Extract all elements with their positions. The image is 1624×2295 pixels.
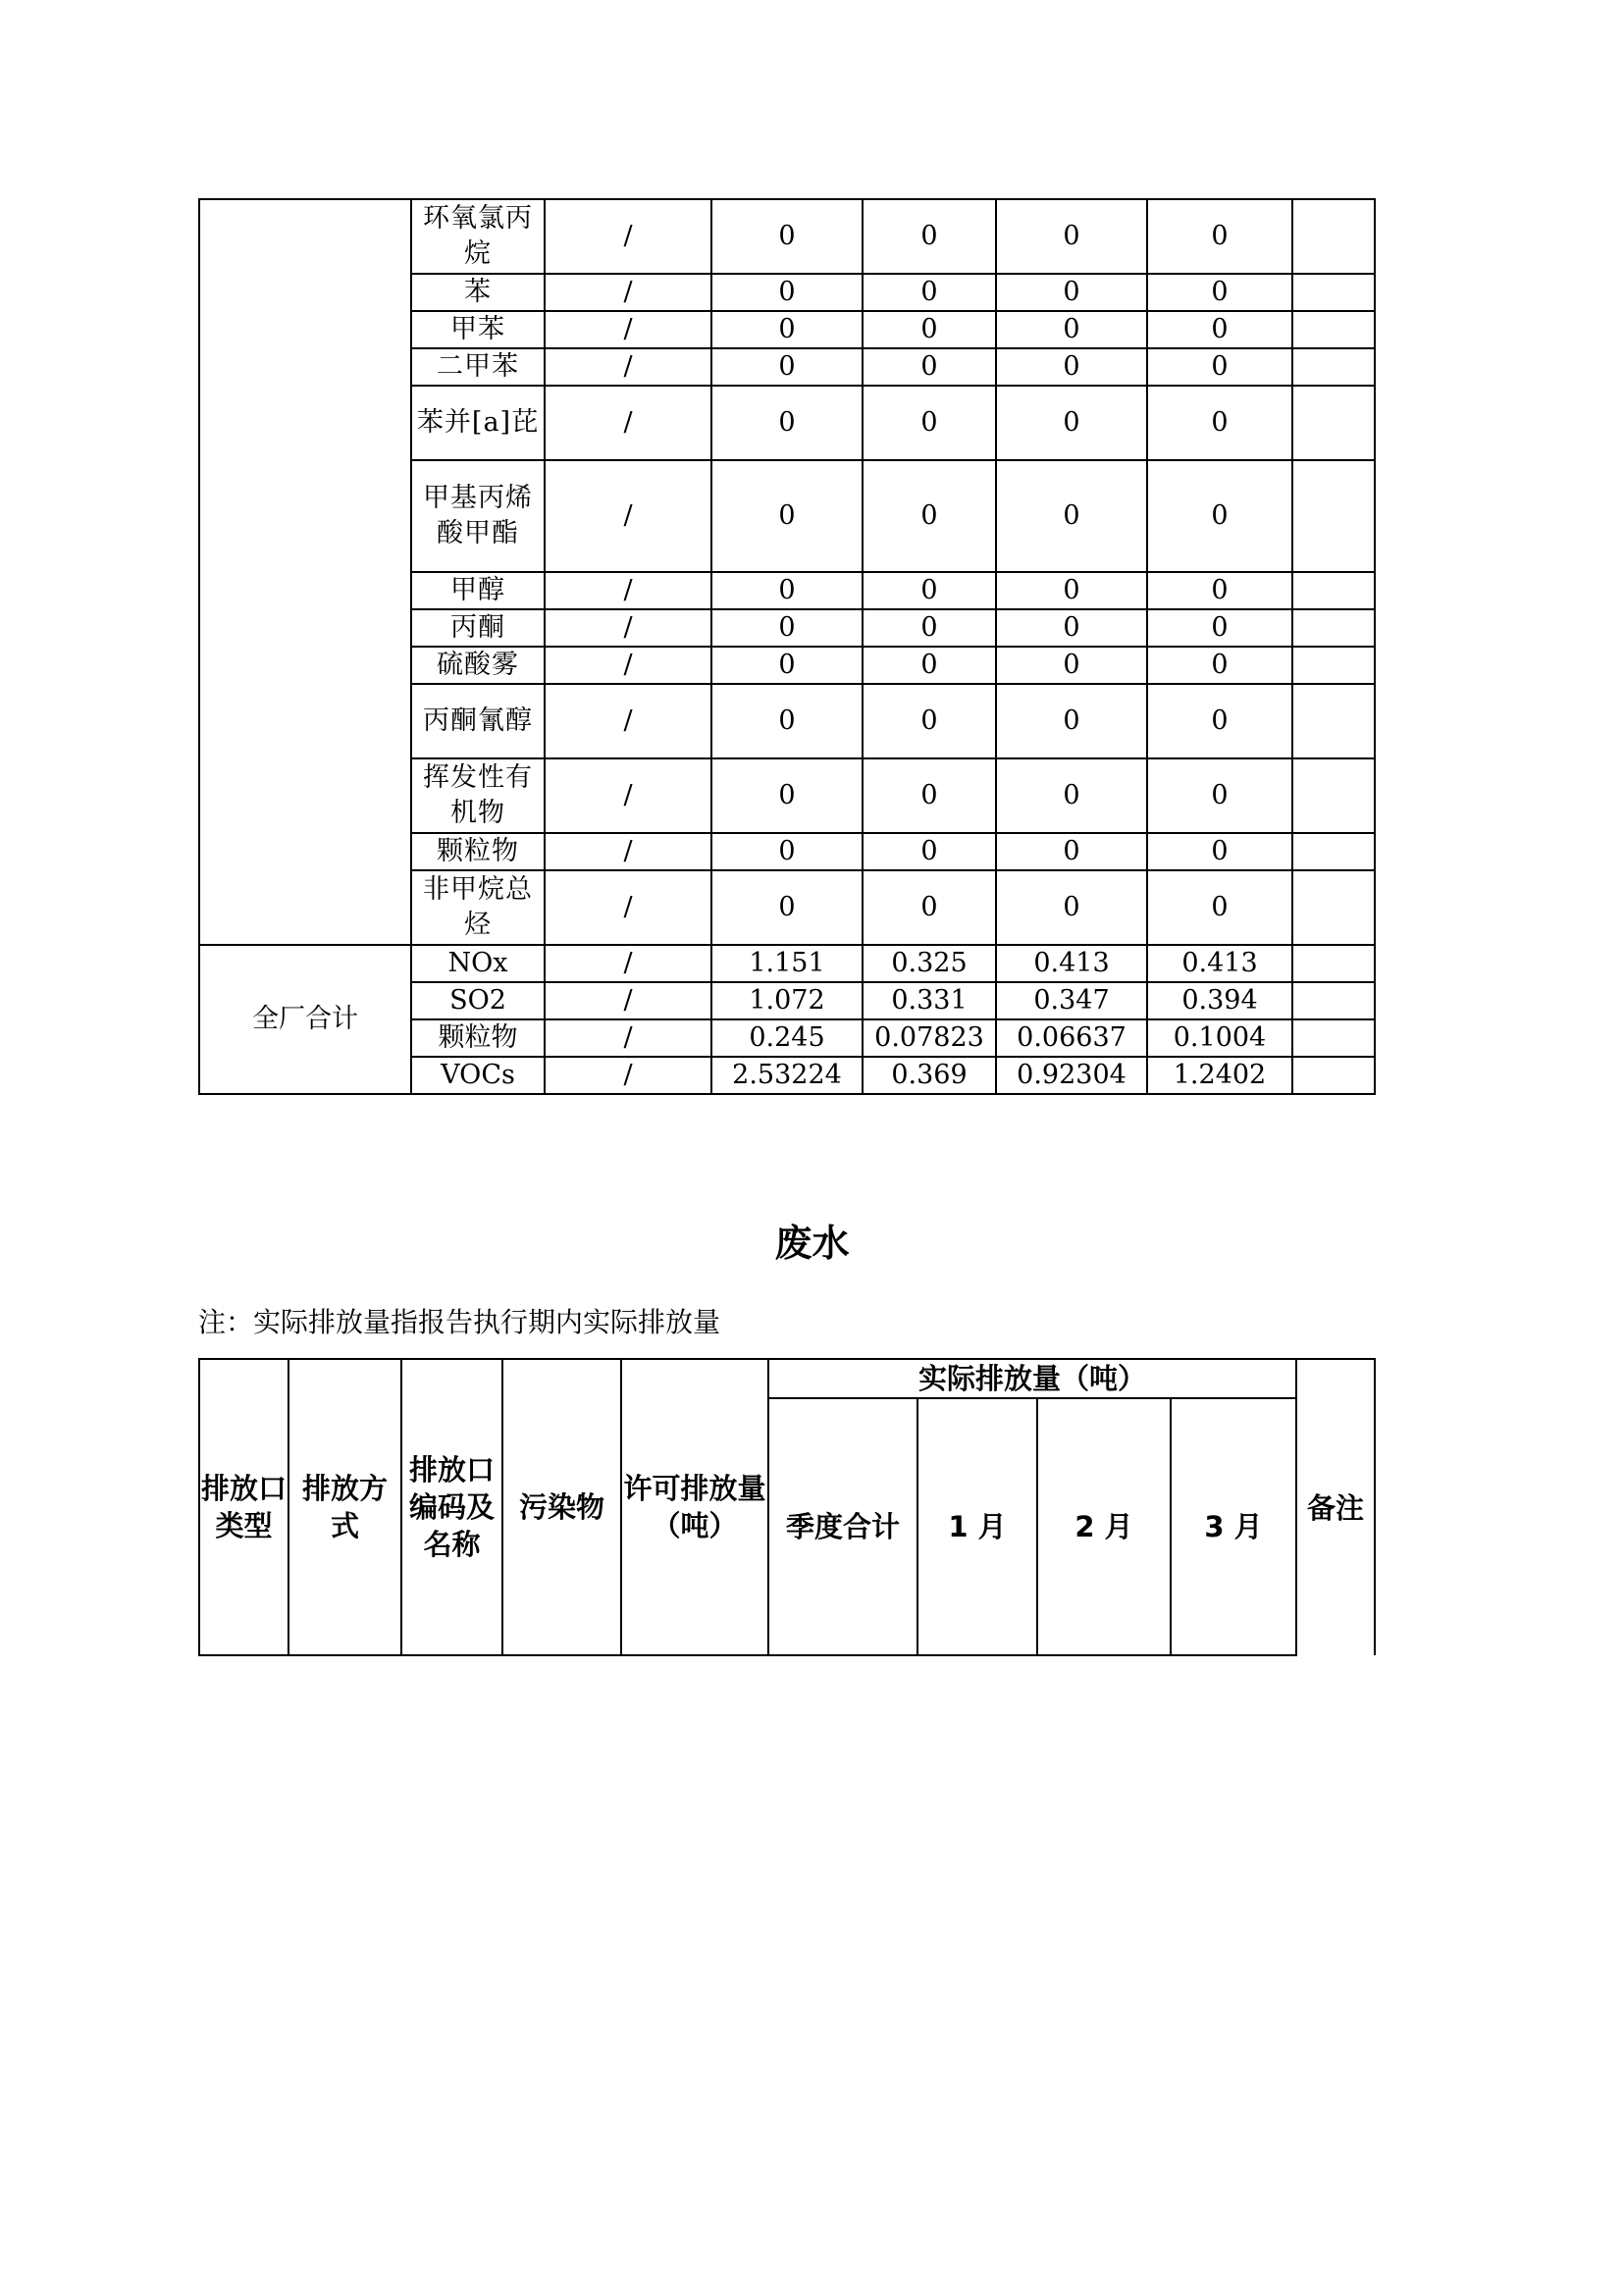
pollutant-cell: NOx xyxy=(411,945,545,982)
header-month-2: 2 月 xyxy=(1037,1398,1171,1655)
permitted-cell: / xyxy=(545,609,711,647)
month-3-cell: 0 xyxy=(1147,311,1292,348)
month-2-cell: 0 xyxy=(996,311,1147,348)
pollutant-cell: VOCs xyxy=(411,1057,545,1094)
quarter-total-cell: 2.53224 xyxy=(711,1057,863,1094)
month-2-cell: 0.413 xyxy=(996,945,1147,982)
month-1-cell: 0 xyxy=(863,311,996,348)
month-2-cell: 0.06637 xyxy=(996,1019,1147,1057)
month-3-cell: 0.413 xyxy=(1147,945,1292,982)
permitted-cell: / xyxy=(545,311,711,348)
header-actual-group: 实际排放量（吨） xyxy=(768,1359,1296,1398)
remark-cell xyxy=(1292,684,1375,758)
month-3-cell: 0 xyxy=(1147,647,1292,684)
month-2-cell: 0 xyxy=(996,870,1147,945)
permitted-cell: / xyxy=(545,870,711,945)
remark-cell xyxy=(1292,311,1375,348)
quarter-total-cell: 0 xyxy=(711,460,863,572)
quarter-total-cell: 0.245 xyxy=(711,1019,863,1057)
month-1-cell: 0 xyxy=(863,386,996,460)
air-table-body xyxy=(199,199,1375,1094)
month-1-cell: 0 xyxy=(863,833,996,870)
remark-cell xyxy=(1292,348,1375,386)
permitted-cell: / xyxy=(545,348,711,386)
month-3-cell: 0 xyxy=(1147,572,1292,609)
quarter-total-cell: 0 xyxy=(711,647,863,684)
header-permitted: 许可排放量（吨） xyxy=(621,1359,768,1655)
month-1-cell: 0.325 xyxy=(863,945,996,982)
permitted-cell: / xyxy=(545,684,711,758)
month-3-cell: 0.1004 xyxy=(1147,1019,1292,1057)
pollutant-cell: 颗粒物 xyxy=(411,833,545,870)
permitted-cell: / xyxy=(545,199,711,274)
month-3-cell: 0 xyxy=(1147,833,1292,870)
month-2-cell: 0 xyxy=(996,386,1147,460)
month-3-cell: 0 xyxy=(1147,870,1292,945)
pollutant-cell: 环氧氯丙烷 xyxy=(411,199,545,274)
month-2-cell: 0.92304 xyxy=(996,1057,1147,1094)
pollutant-cell: 颗粒物 xyxy=(411,1019,545,1057)
wastewater-table xyxy=(198,1358,1376,1656)
remark-cell xyxy=(1292,1057,1375,1094)
month-2-cell: 0 xyxy=(996,647,1147,684)
quarter-total-cell: 0 xyxy=(711,386,863,460)
month-1-cell: 0 xyxy=(863,572,996,609)
month-2-cell: 0 xyxy=(996,609,1147,647)
month-2-cell: 0 xyxy=(996,684,1147,758)
remark-cell xyxy=(1292,460,1375,572)
total-group-label: 全厂合计 xyxy=(199,945,411,1094)
air-emissions-table xyxy=(198,198,1376,1095)
quarter-total-cell: 0 xyxy=(711,348,863,386)
quarter-total-cell: 0 xyxy=(711,572,863,609)
quarter-total-cell: 0 xyxy=(711,758,863,833)
quarter-total-cell: 0 xyxy=(711,684,863,758)
group-cell xyxy=(199,199,411,945)
permitted-cell: / xyxy=(545,1057,711,1094)
remark-cell xyxy=(1292,982,1375,1019)
month-2-cell: 0 xyxy=(996,572,1147,609)
pollutant-cell: 苯并[a]芘 xyxy=(411,386,545,460)
remark-cell xyxy=(1292,274,1375,311)
permitted-cell: / xyxy=(545,572,711,609)
month-1-cell: 0.369 xyxy=(863,1057,996,1094)
quarter-total-cell: 1.151 xyxy=(711,945,863,982)
quarter-total-cell: 0 xyxy=(711,274,863,311)
permitted-cell: / xyxy=(545,647,711,684)
remark-cell xyxy=(1292,199,1375,274)
section-title: 废水 xyxy=(774,1222,850,1265)
pollutant-cell: 甲基丙烯酸甲酯 xyxy=(411,460,545,572)
pollutant-cell: 苯 xyxy=(411,274,545,311)
month-2-cell: 0 xyxy=(996,199,1147,274)
month-1-cell: 0 xyxy=(863,870,996,945)
header-month-3: 3 月 xyxy=(1171,1398,1296,1655)
quarter-total-cell: 0 xyxy=(711,609,863,647)
table-row xyxy=(199,199,1375,274)
month-2-cell: 0 xyxy=(996,758,1147,833)
permitted-cell: / xyxy=(545,274,711,311)
month-2-cell: 0 xyxy=(996,460,1147,572)
pollutant-cell: 二甲苯 xyxy=(411,348,545,386)
month-3-cell: 0 xyxy=(1147,460,1292,572)
permitted-cell: / xyxy=(545,982,711,1019)
month-1-cell: 0.331 xyxy=(863,982,996,1019)
permitted-cell: / xyxy=(545,386,711,460)
permitted-cell: / xyxy=(545,460,711,572)
remark-cell xyxy=(1292,945,1375,982)
quarter-total-cell: 0 xyxy=(711,311,863,348)
month-3-cell: 0 xyxy=(1147,199,1292,274)
month-3-cell: 0 xyxy=(1147,609,1292,647)
month-2-cell: 0 xyxy=(996,274,1147,311)
month-1-cell: 0 xyxy=(863,609,996,647)
month-2-cell: 0 xyxy=(996,833,1147,870)
month-2-cell: 0 xyxy=(996,348,1147,386)
month-3-cell: 0 xyxy=(1147,758,1292,833)
month-1-cell: 0 xyxy=(863,758,996,833)
month-3-cell: 0 xyxy=(1147,684,1292,758)
header-quarter-total: 季度合计 xyxy=(768,1398,917,1655)
pollutant-cell: 硫酸雾 xyxy=(411,647,545,684)
pollutant-cell: 甲苯 xyxy=(411,311,545,348)
quarter-total-cell: 0 xyxy=(711,833,863,870)
header-month-1: 1 月 xyxy=(917,1398,1037,1655)
remark-cell xyxy=(1292,647,1375,684)
remark-cell xyxy=(1292,833,1375,870)
header-outlet-type: 排放口类型 xyxy=(199,1359,288,1655)
quarter-total-cell: 0 xyxy=(711,199,863,274)
remark-cell xyxy=(1292,572,1375,609)
month-3-cell: 0 xyxy=(1147,274,1292,311)
permitted-cell: / xyxy=(545,945,711,982)
pollutant-cell: SO2 xyxy=(411,982,545,1019)
permitted-cell: / xyxy=(545,758,711,833)
month-1-cell: 0 xyxy=(863,348,996,386)
pollutant-cell: 丙酮 xyxy=(411,609,545,647)
month-1-cell: 0 xyxy=(863,647,996,684)
remark-cell xyxy=(1292,758,1375,833)
note-text: 注：实际排放量指报告执行期内实际排放量 xyxy=(198,1306,721,1338)
permitted-cell: / xyxy=(545,833,711,870)
remark-cell xyxy=(1292,609,1375,647)
quarter-total-cell: 1.072 xyxy=(711,982,863,1019)
pollutant-cell: 非甲烷总烃 xyxy=(411,870,545,945)
month-3-cell: 1.2402 xyxy=(1147,1057,1292,1094)
quarter-total-cell: 0 xyxy=(711,870,863,945)
remark-cell xyxy=(1292,386,1375,460)
month-3-cell: 0.394 xyxy=(1147,982,1292,1019)
permitted-cell: / xyxy=(545,1019,711,1057)
header-outlet-code-name: 排放口编码及名称 xyxy=(401,1359,502,1655)
pollutant-cell: 甲醇 xyxy=(411,572,545,609)
table-row xyxy=(199,945,1375,982)
month-1-cell: 0 xyxy=(863,460,996,572)
remark-cell xyxy=(1292,1019,1375,1057)
month-1-cell: 0 xyxy=(863,684,996,758)
header-pollutant: 污染物 xyxy=(502,1359,621,1655)
month-1-cell: 0 xyxy=(863,274,996,311)
month-2-cell: 0.347 xyxy=(996,982,1147,1019)
remark-cell xyxy=(1292,870,1375,945)
month-1-cell: 0.07823 xyxy=(863,1019,996,1057)
month-1-cell: 0 xyxy=(863,199,996,274)
header-discharge-mode: 排放方式 xyxy=(288,1359,401,1655)
pollutant-cell: 丙酮氰醇 xyxy=(411,684,545,758)
month-3-cell: 0 xyxy=(1147,348,1292,386)
pollutant-cell: 挥发性有机物 xyxy=(411,758,545,833)
header-remark: 备注 xyxy=(1296,1359,1375,1655)
month-3-cell: 0 xyxy=(1147,386,1292,460)
